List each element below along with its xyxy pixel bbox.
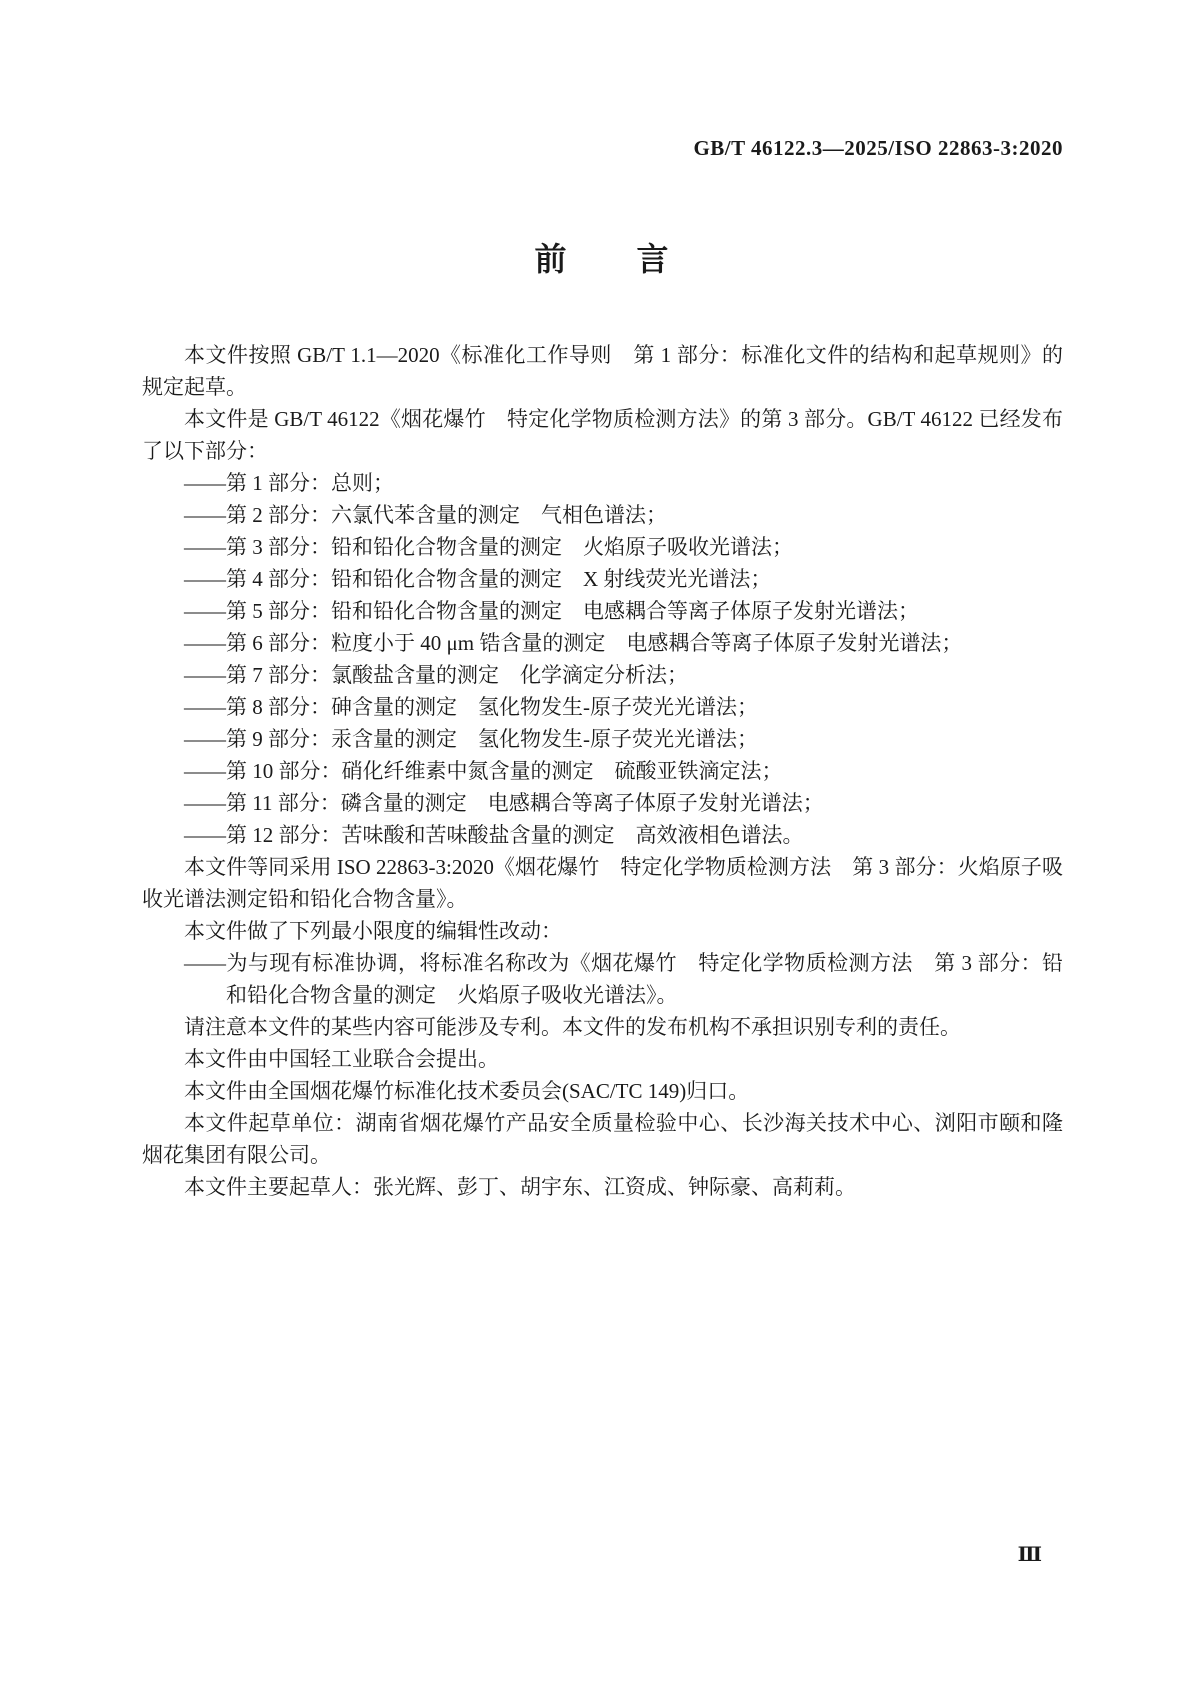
page-number: Ⅲ <box>1017 1544 1042 1566</box>
list-item-part-3: ——第 3 部分：铅和铅化合物含量的测定 火焰原子吸收光谱法； <box>184 535 793 559</box>
list-item-part-4: ——第 4 部分：铅和铅化合物含量的测定 X 射线荧光光谱法； <box>184 567 772 591</box>
list-item-part-12: ——第 12 部分：苦味酸和苦味酸盐含量的测定 高效液相色谱法。 <box>184 823 804 847</box>
standard-code: GB/T 46122.3—2025/ISO 22863-3:2020 <box>693 136 1063 160</box>
list-item-part-6: ——第 6 部分：粒度小于 40 μm 锆含量的测定 电感耦合等离子体原子发射光谱法； <box>184 631 963 655</box>
paragraph-drafting-orgs: 本文件起草单位：湖南省烟花爆竹产品安全质量检验中心、长沙海关技术中心、浏阳市颐和隆烟花集团有限公司。 <box>142 1111 1063 1167</box>
paragraph-patent-notice: 请注意本文件的某些内容可能涉及专利。本文件的发布机构不承担识别专利的责任。 <box>184 1015 961 1039</box>
paragraph-editorial-intro: 本文件做了下列最小限度的编辑性改动： <box>184 919 562 943</box>
paragraph-iso-adoption: 本文件等同采用 ISO 22863-3:2020《烟花爆竹 特定化学物质检测方法 第 3 部分：火焰原子吸收光谱法测定铅和铅化合物含量》。 <box>142 855 1063 911</box>
list-item-part-5: ——第 5 部分：铅和铅化合物含量的测定 电感耦合等离子体原子发射光谱法； <box>184 599 919 623</box>
list-item-part-8: ——第 8 部分：砷含量的测定 氢化物发生-原子荧光光谱法； <box>184 695 758 719</box>
paragraph-drafters: 本文件主要起草人：张光辉、彭丁、胡宇东、江资成、钟际豪、高莉莉。 <box>184 1175 856 1199</box>
list-item-part-7: ——第 7 部分：氯酸盐含量的测定 化学滴定分析法； <box>184 663 688 687</box>
paragraph-proposer: 本文件由中国轻工业联合会提出。 <box>184 1047 499 1071</box>
foreword-title: 前 言 <box>534 241 671 277</box>
paragraph-scope-basis: 本文件按照 GB/T 1.1—2020《标准化工作导则 第 1 部分：标准化文件的结构和起草规则》的规定起草。 <box>142 343 1063 399</box>
foreword-body <box>142 339 1063 1203</box>
paragraph-series-intro: 本文件是 GB/T 46122《烟花爆竹 特定化学物质检测方法》的第 3 部分。GB/T 46122 已经发布了以下部分： <box>142 407 1063 463</box>
list-item-part-11: ——第 11 部分：磷含量的测定 电感耦合等离子体原子发射光谱法； <box>184 791 824 815</box>
list-item-part-9: ——第 9 部分：汞含量的测定 氢化物发生-原子荧光光谱法； <box>184 727 758 751</box>
paragraph-committee: 本文件由全国烟花爆竹标准化技术委员会(SAC/TC 149)归口。 <box>184 1079 750 1103</box>
list-item-part-10: ——第 10 部分：硝化纤维素中氮含量的测定 硫酸亚铁滴定法； <box>184 759 783 783</box>
list-item-part-2: ——第 2 部分：六氯代苯含量的测定 气相色谱法； <box>184 503 667 527</box>
list-item-editorial-change: ——为与现有标准协调，将标准名称改为《烟花爆竹 特定化学物质检测方法 第 3 部分：铅和铅化合物含量的测定 火焰原子吸收光谱法》。 <box>184 951 1063 1007</box>
list-item-part-1: ——第 1 部分：总则； <box>184 471 394 495</box>
